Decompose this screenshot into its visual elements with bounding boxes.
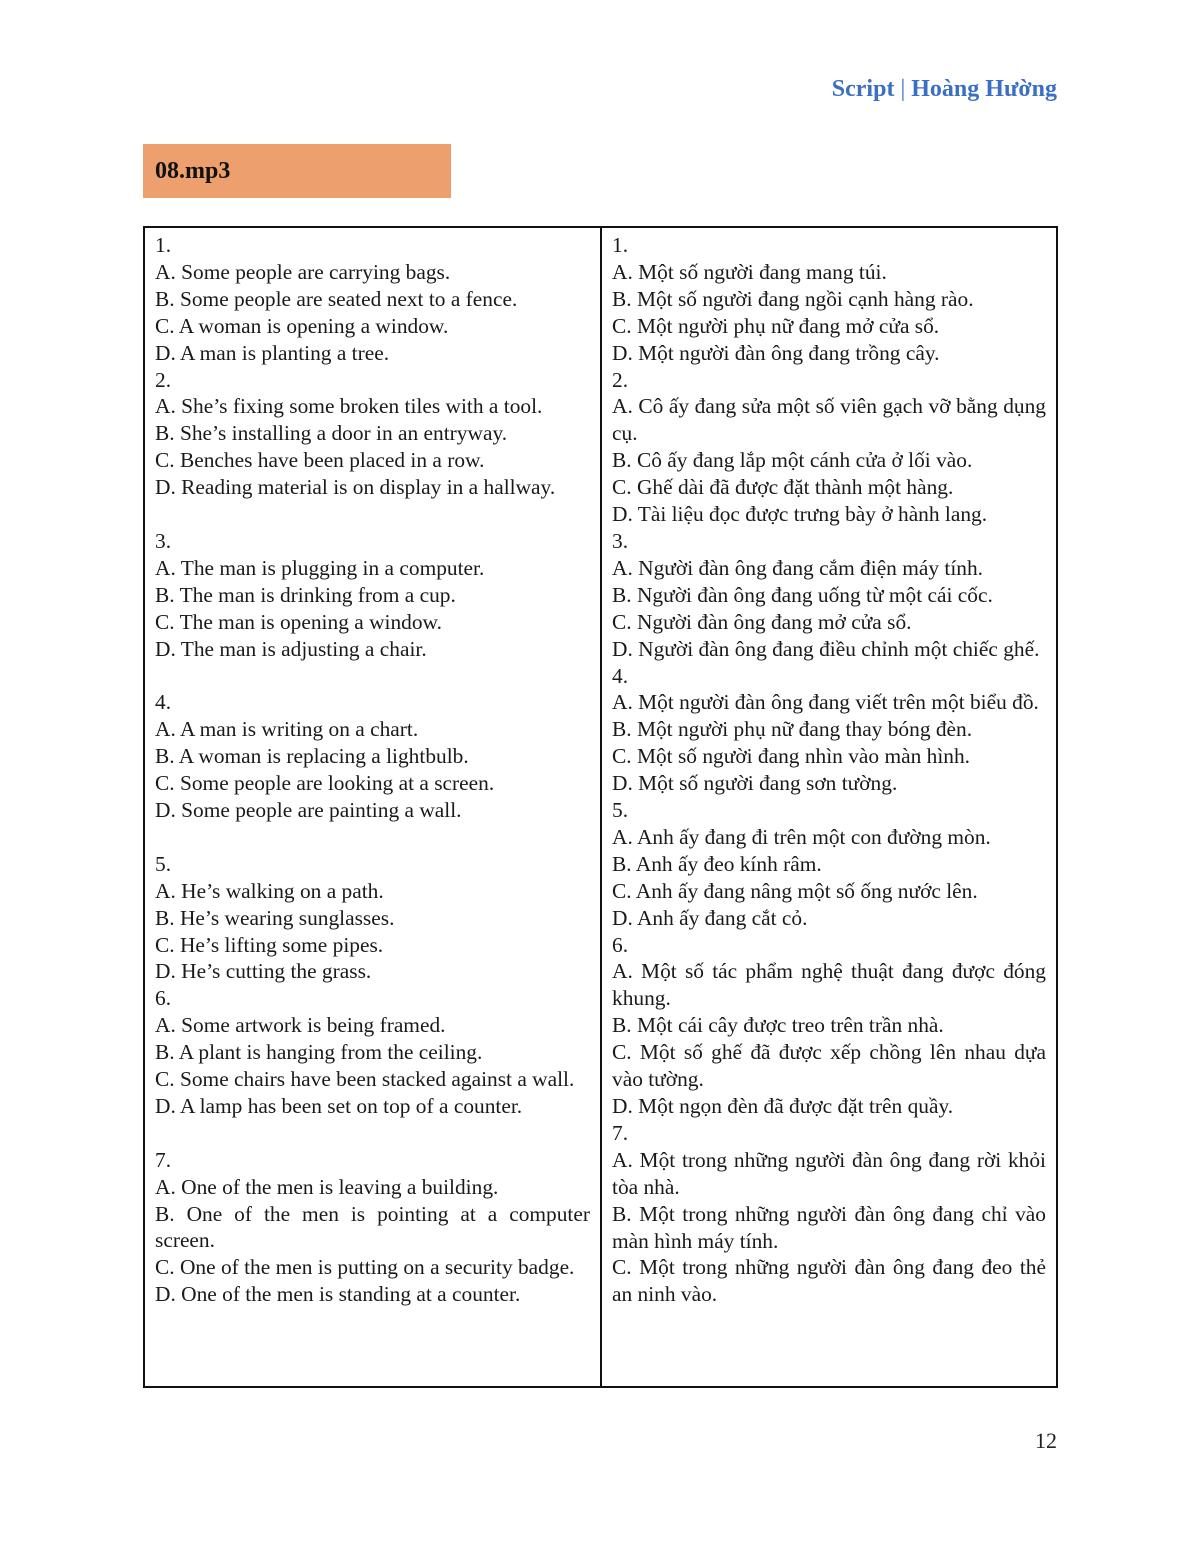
english-column	[145, 228, 602, 1386]
english-line: 1.	[155, 233, 172, 257]
english-line: B. He’s wearing sunglasses.	[155, 905, 395, 930]
english-line: B. One of the men is pointing at a computer screen.	[155, 1201, 590, 1253]
english-line: C. Some people are looking at a screen.	[155, 771, 495, 796]
english-line: D. Reading material is on display in a hallway.	[155, 475, 556, 500]
vietnamese-line: D. Anh ấy đang cắt cỏ.	[612, 905, 808, 930]
header-script-label: Script	[831, 76, 895, 102]
vietnamese-line: A. Một số tác phẩm nghệ thuật đang được đóng khung.	[612, 959, 1046, 1011]
section-title-box	[143, 144, 451, 198]
english-line: 6.	[155, 986, 172, 1011]
vietnamese-line: B. Một trong những người đàn ông đang chỉ vào màn hình máy tính.	[612, 1201, 1046, 1253]
english-line: D. Some people are painting a wall.	[155, 798, 462, 822]
vietnamese-line: C. Anh ấy đang nâng một số ống nước lên.	[612, 878, 978, 903]
header-separator: |	[900, 76, 906, 102]
english-line: A. She’s fixing some broken tiles with a tool.	[155, 394, 543, 419]
english-line: 2.	[155, 367, 172, 392]
vietnamese-line: 4.	[612, 663, 629, 688]
vietnamese-line: C. Một số ghế đã được xếp chồng lên nhau dựa vào tường.	[612, 1040, 1046, 1092]
vietnamese-line: D. Người đàn ông đang điều chỉnh một chiếc ghế.	[612, 636, 1040, 661]
english-line: B. She’s installing a door in an entryway.	[155, 421, 508, 446]
vietnamese-line: 5.	[612, 798, 629, 823]
english-line: D. The man is adjusting a chair.	[155, 636, 427, 661]
english-line: 7.	[155, 1147, 172, 1172]
english-line: A. Some artwork is being framed.	[155, 1013, 446, 1038]
vietnamese-line: C. Ghế dài đã được đặt thành một hàng.	[612, 475, 954, 500]
english-line: B. A plant is hanging from the ceiling.	[155, 1040, 483, 1065]
vietnamese-line: B. Cô ấy đang lắp một cánh cửa ở lối vào.	[612, 448, 973, 473]
section-title: 08.mp3	[155, 157, 231, 184]
vietnamese-line: C. Một trong những người đàn ông đang đeo thẻ an ninh vào.	[612, 1255, 1046, 1307]
header-author: Hoàng Hường	[911, 76, 1057, 102]
english-line	[155, 824, 590, 851]
vietnamese-line: B. Một cái cây được treo trên trần nhà.	[612, 1013, 944, 1038]
english-line: C. One of the men is putting on a security badge.	[155, 1255, 575, 1280]
english-line: D. One of the men is standing at a counter.	[155, 1282, 521, 1307]
vietnamese-line: D. Một người đàn ông đang trồng cây.	[612, 340, 940, 365]
vietnamese-line: A. Cô ấy đang sửa một số viên gạch vỡ bằng dụng cụ.	[612, 394, 1046, 446]
page-header	[832, 76, 1057, 103]
english-line	[155, 501, 590, 528]
vietnamese-line: 1.	[612, 233, 629, 257]
english-line: C. He’s lifting some pipes.	[155, 932, 384, 957]
vietnamese-line: B. Một số người đang ngồi cạnh hàng rào.	[612, 286, 974, 311]
vietnamese-line: B. Người đàn ông đang uống từ một cái cốc.	[612, 582, 993, 607]
vietnamese-line: D. Một số người đang sơn tường.	[612, 771, 898, 796]
english-line: B. The man is drinking from a cup.	[155, 582, 456, 607]
page-number: 12	[1035, 1428, 1057, 1453]
vietnamese-line: A. Anh ấy đang đi trên một con đường mòn.	[612, 824, 991, 849]
vietnamese-line: C. Một số người đang nhìn vào màn hình.	[612, 744, 971, 769]
transcript-table	[143, 226, 1058, 1388]
vietnamese-line: 7.	[612, 1120, 629, 1145]
vietnamese-line: 2.	[612, 367, 629, 392]
vietnamese-line: 6.	[612, 932, 629, 957]
english-line: C. Some chairs have been stacked against a wall.	[155, 1067, 575, 1092]
vietnamese-line: C. Một người phụ nữ đang mở cửa sổ.	[612, 313, 940, 338]
english-line: B. Some people are seated next to a fence.	[155, 286, 518, 311]
english-line: A. Some people are carrying bags.	[155, 259, 451, 284]
english-line: C. Benches have been placed in a row.	[155, 448, 485, 473]
english-line	[155, 662, 590, 689]
english-line: D. He’s cutting the grass.	[155, 959, 372, 984]
english-line	[155, 1120, 590, 1147]
vietnamese-line: B. Anh ấy đeo kính râm.	[612, 851, 822, 876]
english-line: A. The man is plugging in a computer.	[155, 555, 485, 580]
english-line: A. A man is writing on a chart.	[155, 717, 419, 742]
vietnamese-line: A. Một số người đang mang túi.	[612, 259, 887, 284]
english-line: 3.	[155, 528, 172, 553]
vietnamese-line: A. Một người đàn ông đang viết trên một biểu đồ.	[612, 690, 1039, 715]
vietnamese-line: D. Một ngọn đèn đã được đặt trên quầy.	[612, 1094, 954, 1118]
vietnamese-column	[602, 228, 1056, 1386]
english-line: 4.	[155, 690, 172, 715]
vietnamese-line: D. Tài liệu đọc được trưng bày ở hành lang.	[612, 502, 988, 527]
vietnamese-line: C. Người đàn ông đang mở cửa sổ.	[612, 609, 912, 634]
english-line: D. A man is planting a tree.	[155, 340, 390, 365]
vietnamese-line: A. Người đàn ông đang cắm điện máy tính.	[612, 555, 984, 580]
vietnamese-line: 3.	[612, 528, 629, 553]
vietnamese-line: A. Một trong những người đàn ông đang rời khỏi tòa nhà.	[612, 1147, 1046, 1199]
english-line: B. A woman is replacing a lightbulb.	[155, 744, 469, 769]
english-line: A. One of the men is leaving a building.	[155, 1174, 499, 1199]
english-line: A. He’s walking on a path.	[155, 878, 384, 903]
english-line: C. The man is opening a window.	[155, 609, 442, 634]
english-line: D. A lamp has been set on top of a counter.	[155, 1093, 523, 1118]
english-line: 5.	[155, 851, 172, 876]
vietnamese-line: B. Một người phụ nữ đang thay bóng đèn.	[612, 717, 973, 742]
english-line: C. A woman is opening a window.	[155, 313, 449, 338]
